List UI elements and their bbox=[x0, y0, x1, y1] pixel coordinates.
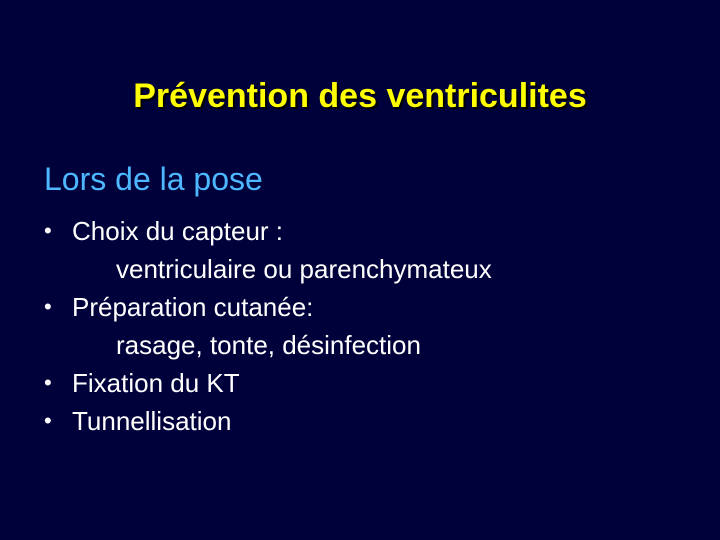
list-item bbox=[44, 402, 704, 440]
bullet-icon: • bbox=[44, 370, 52, 395]
list-item bbox=[44, 288, 704, 364]
slide-subtitle: Lors de la pose bbox=[44, 161, 263, 197]
slide-title: Prévention des ventriculites bbox=[133, 77, 587, 115]
bullet-icon: • bbox=[44, 294, 52, 319]
list-item bbox=[44, 364, 704, 402]
bullet-list bbox=[44, 212, 704, 440]
bullet-icon: • bbox=[44, 408, 52, 433]
bullet-text: Choix du capteur : bbox=[72, 216, 284, 246]
bullet-icon: • bbox=[44, 218, 52, 243]
bullet-continuation: rasage, tonte, désinfection bbox=[116, 330, 421, 360]
list-item bbox=[44, 212, 704, 288]
bullet-text: Fixation du KT bbox=[72, 368, 240, 398]
bullet-continuation: ventriculaire ou parenchymateux bbox=[116, 254, 492, 284]
bullet-text: Préparation cutanée: bbox=[72, 292, 314, 322]
bullet-text: Tunnellisation bbox=[72, 406, 232, 436]
